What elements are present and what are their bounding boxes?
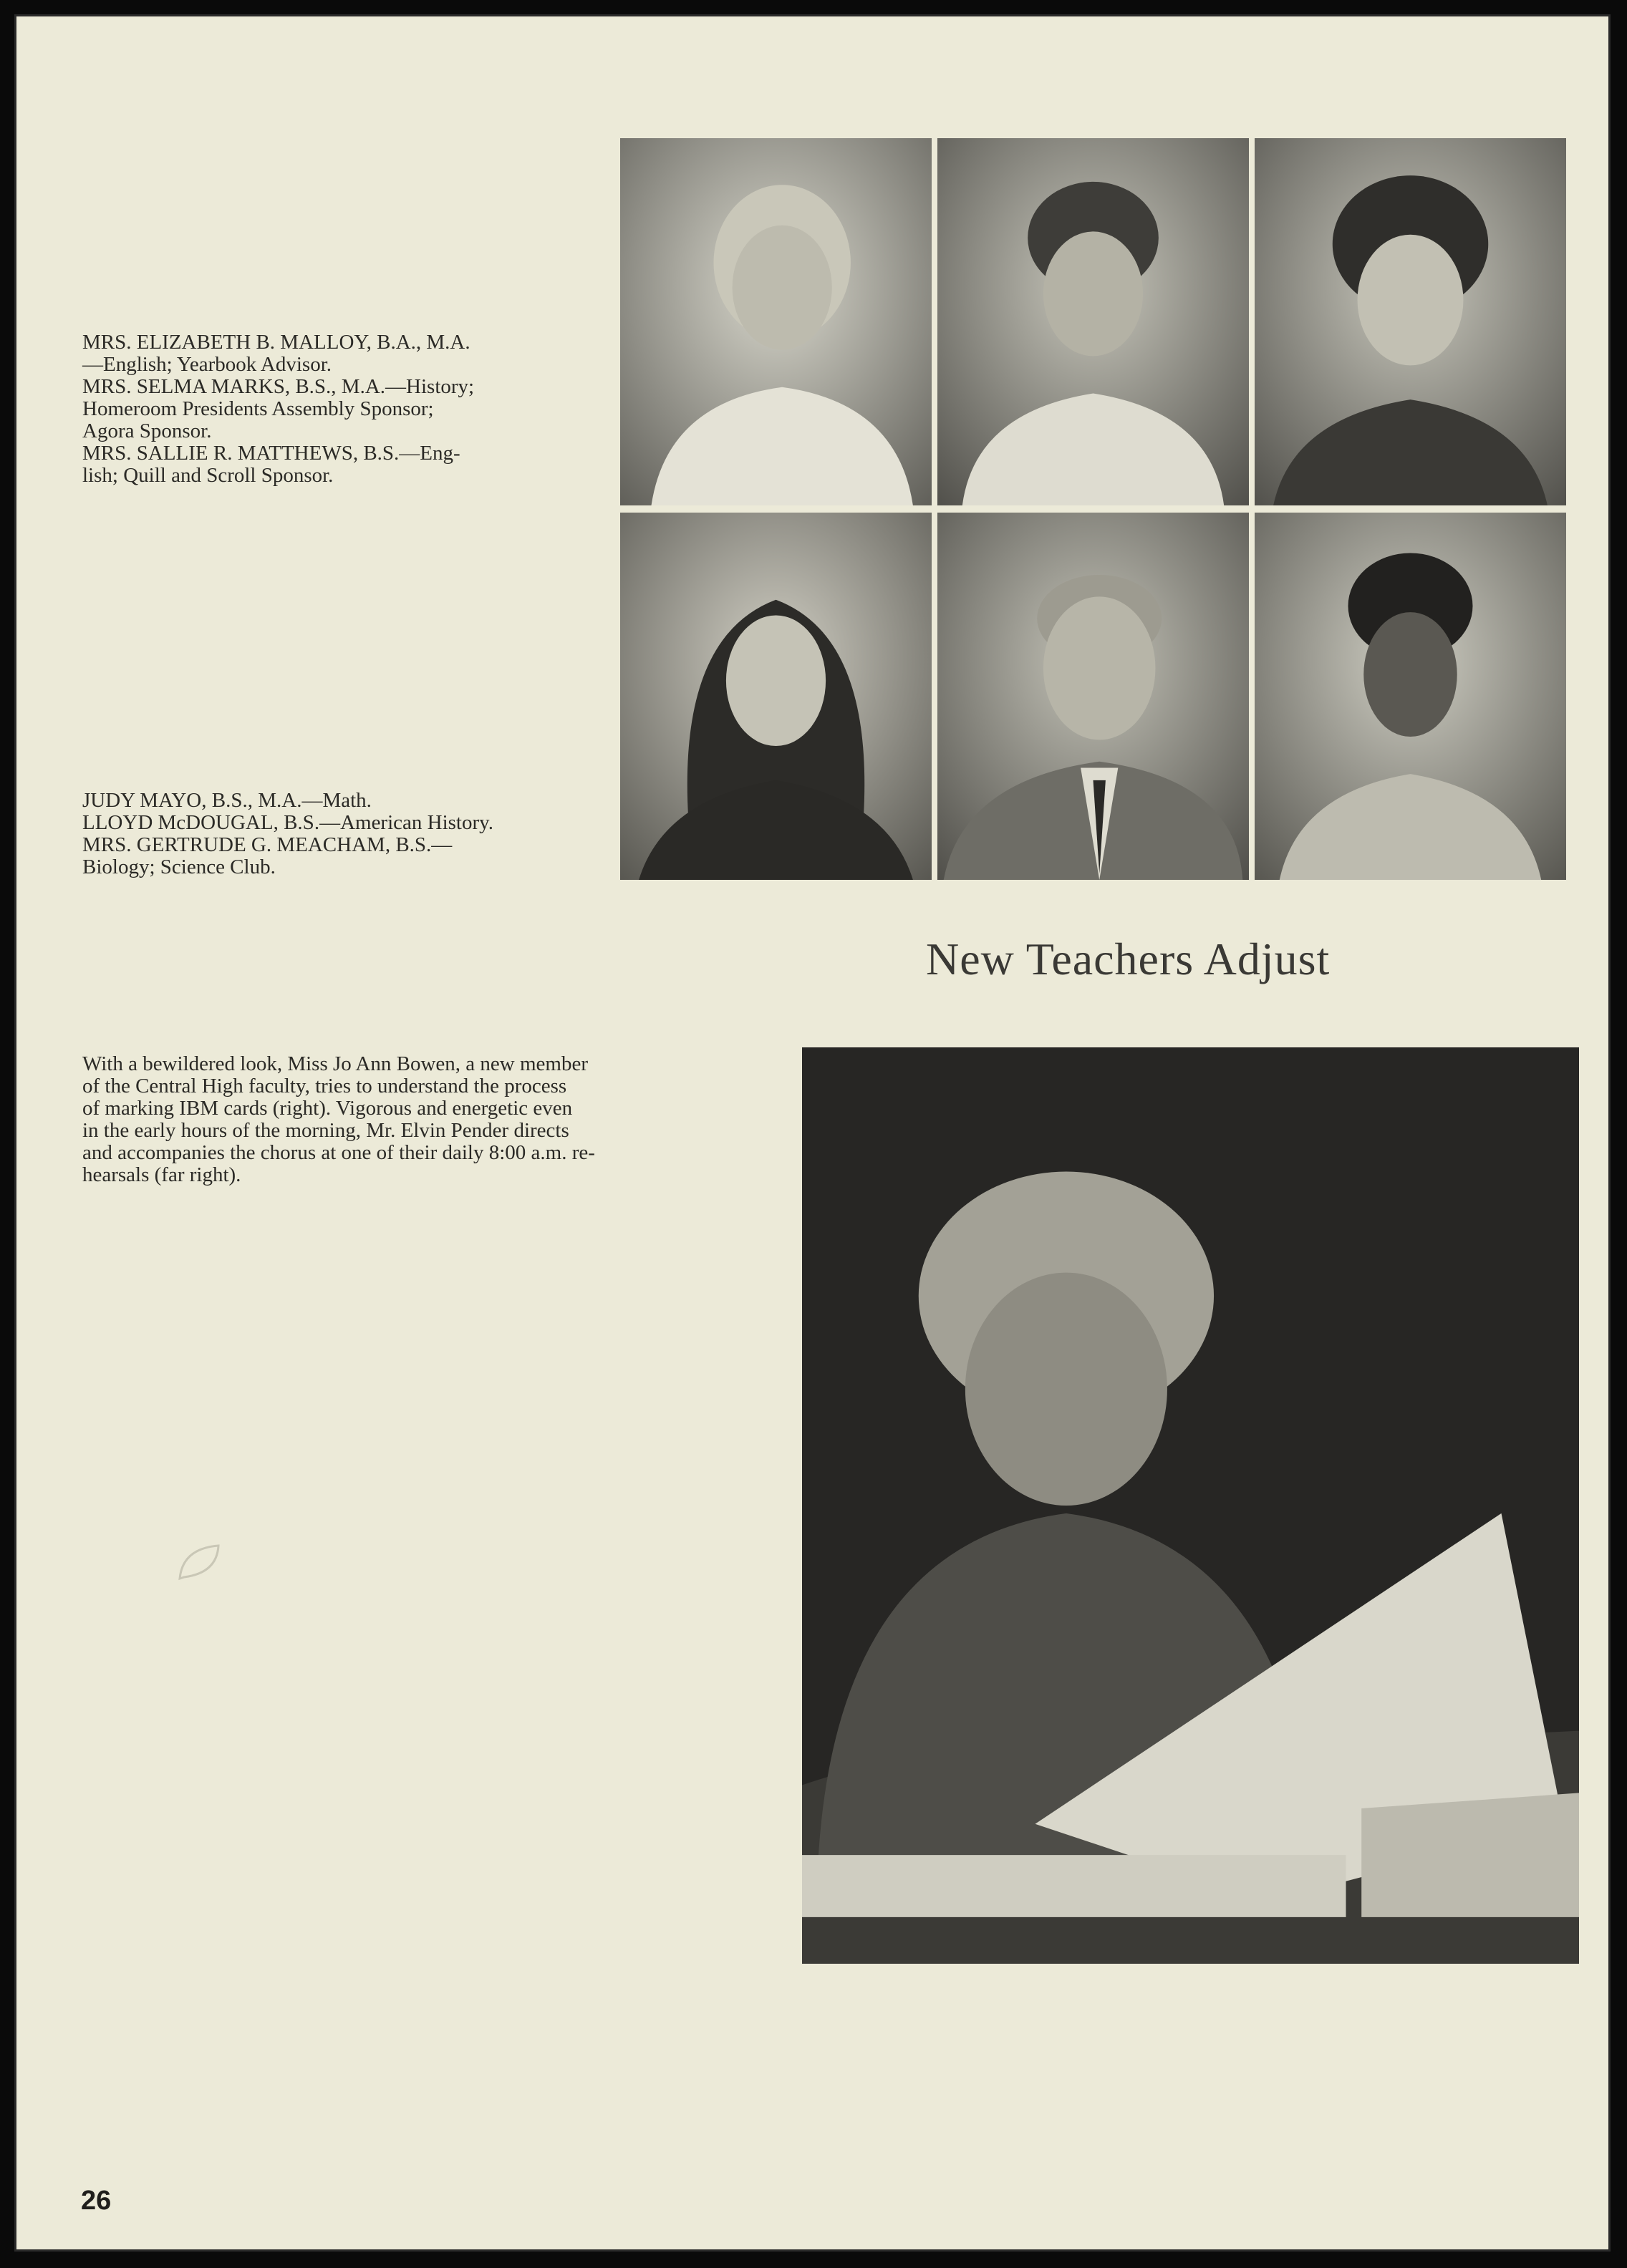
portrait-matthews bbox=[1255, 138, 1566, 505]
portrait-malloy bbox=[620, 138, 932, 505]
portrait-mayo bbox=[620, 513, 932, 880]
faculty-caption-bottom: JUDY MAYO, B.S., M.A.—Math. LLOYD McDOUGAL, B.S.—American History. MRS. GERTRUDE G. MEACHAM, B.S.— Biology; Science Club. bbox=[82, 789, 494, 878]
story-text: With a bewildered look, Miss Jo Ann Bowen, a new member of the Central High faculty, tries to understand the process of marking IBM cards (right). Vigorous and energetic even in the early hours of the morning, Mr. Elvin Pender directs and accompanies the chorus at one of their daily 8:00 a.m. re- hearsals (far right). bbox=[82, 1052, 595, 1186]
leaf-icon bbox=[175, 1541, 227, 1584]
yearbook-page bbox=[14, 14, 1611, 2252]
photo-teacher-ibm-cards bbox=[802, 1047, 1579, 1964]
faculty-caption-top: MRS. ELIZABETH B. MALLOY, B.A., M.A. —English; Yearbook Advisor. MRS. SELMA MARKS, B.S., M.A.—History; Homeroom Presidents Assembly Sponsor; Agora Sponsor. MRS. SALLIE R. MATTHEWS, B.S.—Eng- lish; Quill and Scroll Sponsor. bbox=[82, 331, 475, 487]
page-number: 26 bbox=[81, 2186, 112, 2216]
section-heading: New Teachers Adjust bbox=[926, 934, 1331, 984]
portrait-meacham bbox=[1255, 513, 1566, 880]
portrait-marks bbox=[937, 138, 1249, 505]
portrait-mcdougal bbox=[937, 513, 1249, 880]
